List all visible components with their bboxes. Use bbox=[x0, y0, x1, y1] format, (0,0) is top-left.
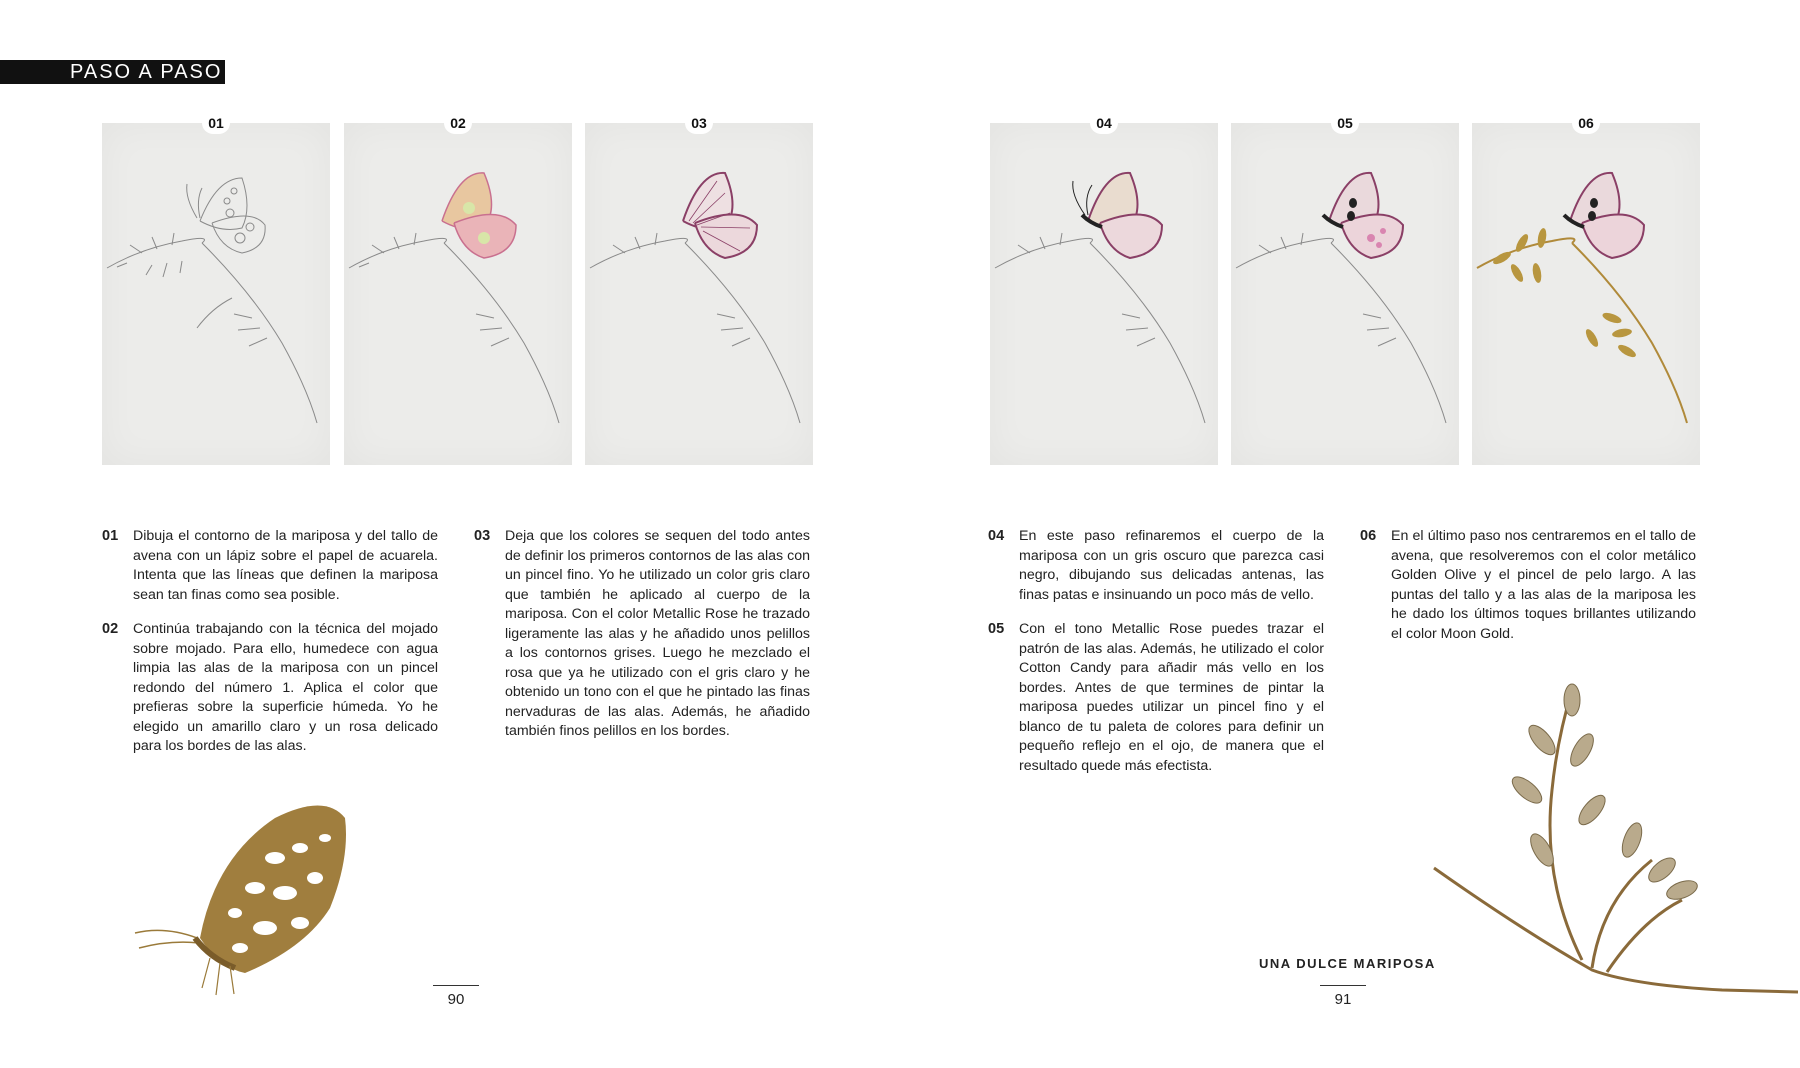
step-panel-06 bbox=[1472, 115, 1700, 465]
step-text-04 bbox=[988, 527, 1324, 605]
step-badge: 04 bbox=[1090, 112, 1118, 134]
plant-sprig-illustration bbox=[1432, 680, 1800, 1000]
step-panel-01 bbox=[102, 115, 330, 465]
step-number: 05 bbox=[988, 621, 1005, 637]
step-text-02 bbox=[102, 620, 438, 757]
step-description: Deja que los colores se sequen del todo antes de definir los primeros contornos de las alas con un pincel fino. Yo he utilizado un color gris claro que también he aplicado al cuerpo de la mariposa. Con el color Metallic Rose he trazado ligeramente las alas y he añadido unos pelillos a los contornos grises. Luego he mezclado el rosa que ya he utilizado con el gris claro y he obtenido un tono con el que he pintado las finas nervaduras de las alas. Además, he añadido también finos pelillos en los bordes. bbox=[505, 528, 810, 739]
step-number: 02 bbox=[102, 621, 119, 637]
step-badge: 01 bbox=[202, 112, 230, 134]
step-description: Dibuja el contorno de la mariposa y del tallo de avena con un lápiz sobre el papel de acuarela. Intenta que las líneas que definen la mariposa sean tan finas como sea posible. bbox=[133, 528, 438, 603]
step-description: Con el tono Metallic Rose puedes trazar el patrón de las alas. Además, he utilizado el color Cotton Candy para añadir más vello en los bordes. Antes de que termines de pintar la mariposa puedes utilizar un pincel fino y el blanco de tu paleta de colores para definir un pequeño reflejo en el ojo, de manera que el resultado quede más efectista. bbox=[1019, 621, 1324, 774]
page-number-left: 90 bbox=[433, 985, 479, 1008]
outlined-illustration bbox=[585, 123, 813, 465]
step-badge: 02 bbox=[444, 112, 472, 134]
watercolor-illustration bbox=[344, 123, 572, 465]
step-text-01 bbox=[102, 527, 438, 605]
step-description: En el último paso nos centraremos en el tallo de avena, que resolveremos con el color metálico Golden Olive y el pincel de pelo largo. A las puntas del tallo y a las alas de la mariposa les he dado los últimos toques brillantes utilizando el color Moon Gold. bbox=[1391, 528, 1696, 642]
section-tag: PASO A PASO bbox=[0, 60, 225, 84]
step-panel-03 bbox=[585, 115, 813, 465]
patterned-illustration bbox=[1231, 123, 1459, 465]
page-number-right: 91 bbox=[1320, 985, 1366, 1008]
chapter-title: UNA DULCE MARIPOSA bbox=[1259, 956, 1436, 971]
step-panel-02 bbox=[344, 115, 572, 465]
gold-butterfly-illustration bbox=[125, 798, 355, 1008]
finished-illustration bbox=[1472, 123, 1700, 465]
refined-illustration bbox=[990, 123, 1218, 465]
step-badge: 03 bbox=[685, 112, 713, 134]
step-panel-04 bbox=[990, 115, 1218, 465]
step-text-05 bbox=[988, 620, 1324, 776]
step-description: En este paso refinaremos el cuerpo de la mariposa con un gris oscuro que parezca casi negro, dibujando sus delicadas antenas, las finas patas e insinuando un poco más de vello. bbox=[1019, 528, 1324, 603]
step-text-06 bbox=[1360, 527, 1696, 644]
step-badge: 05 bbox=[1331, 112, 1359, 134]
step-description: Continúa trabajando con la técnica del mojado sobre mojado. Para ello, humedece con agua limpia las alas de la mariposa con un pincel redondo del número 1. Aplica el color que prefieras sobre la superficie húmeda. Yo he elegido un amarillo claro y un rosa delicado para los bordes de las alas. bbox=[133, 621, 438, 754]
step-text-03 bbox=[474, 527, 810, 742]
step-number: 03 bbox=[474, 528, 491, 544]
step-number: 04 bbox=[988, 528, 1005, 544]
step-panel-05 bbox=[1231, 115, 1459, 465]
step-badge: 06 bbox=[1572, 112, 1600, 134]
step-number: 01 bbox=[102, 528, 119, 544]
sketch-illustration bbox=[102, 123, 330, 465]
step-number: 06 bbox=[1360, 528, 1377, 544]
